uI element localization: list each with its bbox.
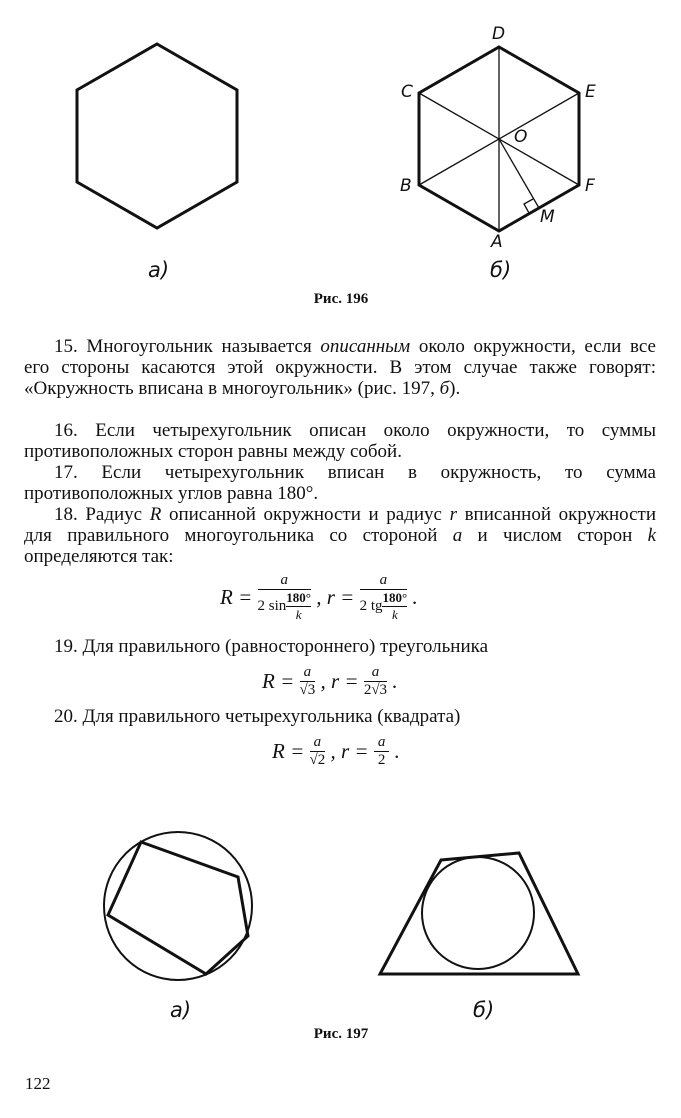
f20-num-r: a <box>374 734 390 752</box>
f20-den-R: √2 <box>309 752 326 768</box>
p18-text-4: и числом сторон <box>462 525 648 546</box>
p15-ref: б <box>439 378 450 399</box>
vertex-A-label: A <box>491 232 503 252</box>
f20-end: . <box>394 739 400 763</box>
f19-num-R: a <box>300 664 316 682</box>
vertex-F-label: F <box>585 176 595 196</box>
p18-text-3: вписанной окружности для правильного многоугольника со стороной <box>24 504 657 546</box>
f19-den-R: √3 <box>299 682 316 698</box>
p16-text: 16. Если четырехугольник описан около окружности, то суммы противоположных сторон равны между собой. <box>24 420 656 462</box>
inscribed-circle <box>422 857 534 969</box>
f19-R: R = <box>262 669 295 693</box>
p15-text-1: 15. Многоугольник называется <box>54 336 321 357</box>
f18-tg: 2 tg <box>359 597 383 614</box>
vertex-O-label: O <box>514 127 528 147</box>
f19-end: . <box>392 669 398 693</box>
vertex-M-label: M <box>540 207 555 227</box>
p15-text-3: ). <box>449 378 461 399</box>
vertex-C-label: C <box>401 82 413 102</box>
p18-a: a <box>452 525 463 546</box>
vertex-D-label: D <box>492 24 506 44</box>
f18-num-R: a <box>258 572 311 590</box>
fig197-caption: Рис. 197 <box>313 1026 369 1042</box>
f18-end: . <box>412 585 418 609</box>
p20-text: 20. Для правильного четырехугольника (квадрата) <box>54 706 461 727</box>
p18-text-2: описанной окружности и радиус <box>161 504 450 525</box>
f18-k-2: k <box>391 607 398 622</box>
p18-text-1: 18. Радиус <box>54 504 150 525</box>
vertex-B-label: B <box>400 176 412 196</box>
fig197-sublabel-a: а) <box>170 998 192 1022</box>
f19-den-r: 2√3 <box>363 682 388 698</box>
p18-r: r <box>449 504 457 525</box>
f18-r: , r = <box>316 585 355 609</box>
p15-term: описанным <box>320 336 411 357</box>
p19-text: 19. Для правильного (равностороннего) треугольника <box>54 636 489 657</box>
f20-den-r: 2 <box>377 752 386 768</box>
p18-text-5: определяются так: <box>24 546 174 567</box>
fig196-sublabel-b: б) <box>490 258 512 282</box>
inscribed-pentagon <box>108 842 248 974</box>
p18-k: k <box>647 525 657 546</box>
f18-sin: 2 sin <box>257 597 287 614</box>
fig196-sublabel-a: а) <box>148 258 170 282</box>
circumscribed-trapezoid <box>380 853 578 974</box>
f18-num-r: a <box>360 572 408 590</box>
f19-num-r: a <box>364 664 387 682</box>
f20-R: R = <box>272 739 305 763</box>
f19-r: , r = <box>320 669 359 693</box>
fig196-caption: Рис. 196 <box>313 291 369 307</box>
fig197-sublabel-b: б) <box>473 998 495 1022</box>
f18-deg-1: 180° <box>286 590 311 605</box>
f20-r: , r = <box>330 739 369 763</box>
p18-R: R <box>149 504 162 525</box>
p15-text-2: около окружности, если все его стороны касаются этой окружности. В этом случае также говорят: «Окружность вписана в многоугольник» (рис. 197, <box>24 336 656 399</box>
p17-text: 17. Если четырехугольник вписан в окружность, то сумма противоположных углов равна 180°. <box>24 462 656 504</box>
f18-R: R = <box>220 585 253 609</box>
f18-deg-2: 180° <box>382 590 408 605</box>
page-number: 122 <box>25 1074 51 1093</box>
f18-k-1: k <box>295 607 302 622</box>
f20-num-R: a <box>310 734 326 752</box>
vertex-E-label: E <box>585 82 596 102</box>
